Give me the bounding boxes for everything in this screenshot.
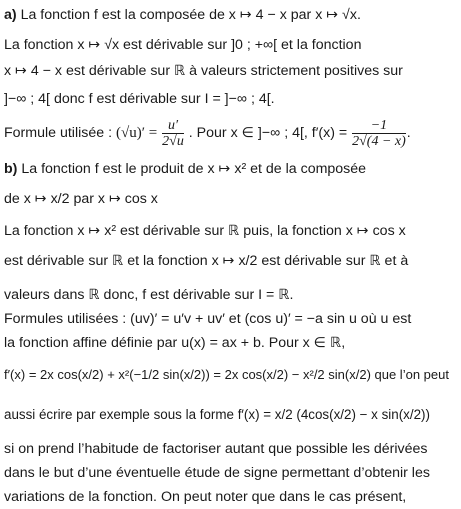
part-a-text-3: x ↦ 4 − x est dérivable sur ℝ à valeurs strictement positives sur <box>4 63 403 79</box>
part-a-text-4: ]−∞ ; 4[ donc f est dérivable sur I = ]−∞ ; 4[. <box>4 91 275 107</box>
part-b-text-5: valeurs dans ℝ donc, f est dérivable sur I = ℝ. <box>4 287 294 303</box>
part-a-line-1 <box>4 6 459 24</box>
part-b-text-7: la fonction affine définie par u(x) = ax + b. Pour x ∈ ℝ, <box>4 335 346 351</box>
part-b-line-4 <box>4 252 459 270</box>
part-b-text-11: dans le but d’une éventuelle étude de signe permettant d’obtenir les <box>4 465 430 481</box>
part-a-line-3 <box>4 62 459 80</box>
part-a-text-1: La fonction f est la composée de x ↦ 4 − x par x ↦ √x. <box>20 7 361 23</box>
part-b-line-8 <box>4 366 459 384</box>
part-b-line-10 <box>4 440 459 458</box>
formula-middle: . Pour x ∈ ]−∞ ; 4[, f′(x) = <box>188 125 348 141</box>
part-b-line-6 <box>4 310 459 328</box>
formula-label: Formule utilisée : <box>4 125 116 141</box>
part-b-text-1: La fonction f est le produit de x ↦ x² et de la composée <box>21 161 367 177</box>
part-b-line-11 <box>4 464 459 482</box>
part-b-text-6: Formules utilisées : (uv)′ = u′v + uv′ et (cos u)′ = −a sin u où u est <box>4 311 412 327</box>
derivative-fraction <box>352 118 406 149</box>
part-b-text-12: variations de la fonction. On peut noter que dans le cas présent, <box>4 489 407 505</box>
part-b-label: b) <box>4 161 18 177</box>
part-b-text-3: La fonction x ↦ x² est dérivable sur ℝ puis, la fonction x ↦ cos x <box>4 223 406 239</box>
part-b-line-12 <box>4 488 459 506</box>
part-b-line-3 <box>4 222 459 240</box>
part-b-text-4: est dérivable sur ℝ et la fonction x ↦ x/2 est dérivable sur ℝ et à <box>4 253 409 269</box>
derivative-denominator: 2√(4 − x) <box>352 133 406 149</box>
part-a-label: a) <box>4 7 17 23</box>
part-a-text-2: La fonction x ↦ √x est dérivable sur ]0 ; +∞[ et la fonction <box>4 37 362 53</box>
part-b-line-2 <box>4 190 459 208</box>
part-a-line-2 <box>4 36 459 54</box>
part-b-line-7 <box>4 334 459 352</box>
formula-numerator: u′ <box>162 118 184 134</box>
part-b-text-2: de x ↦ x/2 par x ↦ cos x <box>4 191 158 207</box>
formula-fraction <box>162 118 184 149</box>
part-b-line-9 <box>4 406 459 424</box>
formula-lhs: (√u)′ = <box>115 125 158 141</box>
part-a-formula-line: Formule utilisée : (√u)′ = $\frac{u'}{2√u}$ . Pour x ∈ ]−∞ ; 4[, f′(x) = $\frac{-1}{2√(4 - x)}$ . <box>4 117 411 149</box>
derivative-numerator: −1 <box>352 118 406 134</box>
formula-denominator: 2√u <box>162 133 184 149</box>
part-b-line-5 <box>4 286 459 304</box>
part-a-line-4 <box>4 90 459 108</box>
part-b-text-8: f′(x) = 2x cos(x/2) + x²(−1/2 sin(x/2)) = 2x cos(x/2) − x²/2 sin(x/2) que l’on peut <box>4 367 449 382</box>
part-b-line-1 <box>4 160 459 178</box>
part-b-text-9: aussi écrire par exemple sous la forme f′(x) = x/2 (4cos(x/2) − x sin(x/2)) <box>4 407 430 422</box>
part-b-text-10: si on prend l’habitude de factoriser autant que possible les dérivées <box>4 441 428 457</box>
